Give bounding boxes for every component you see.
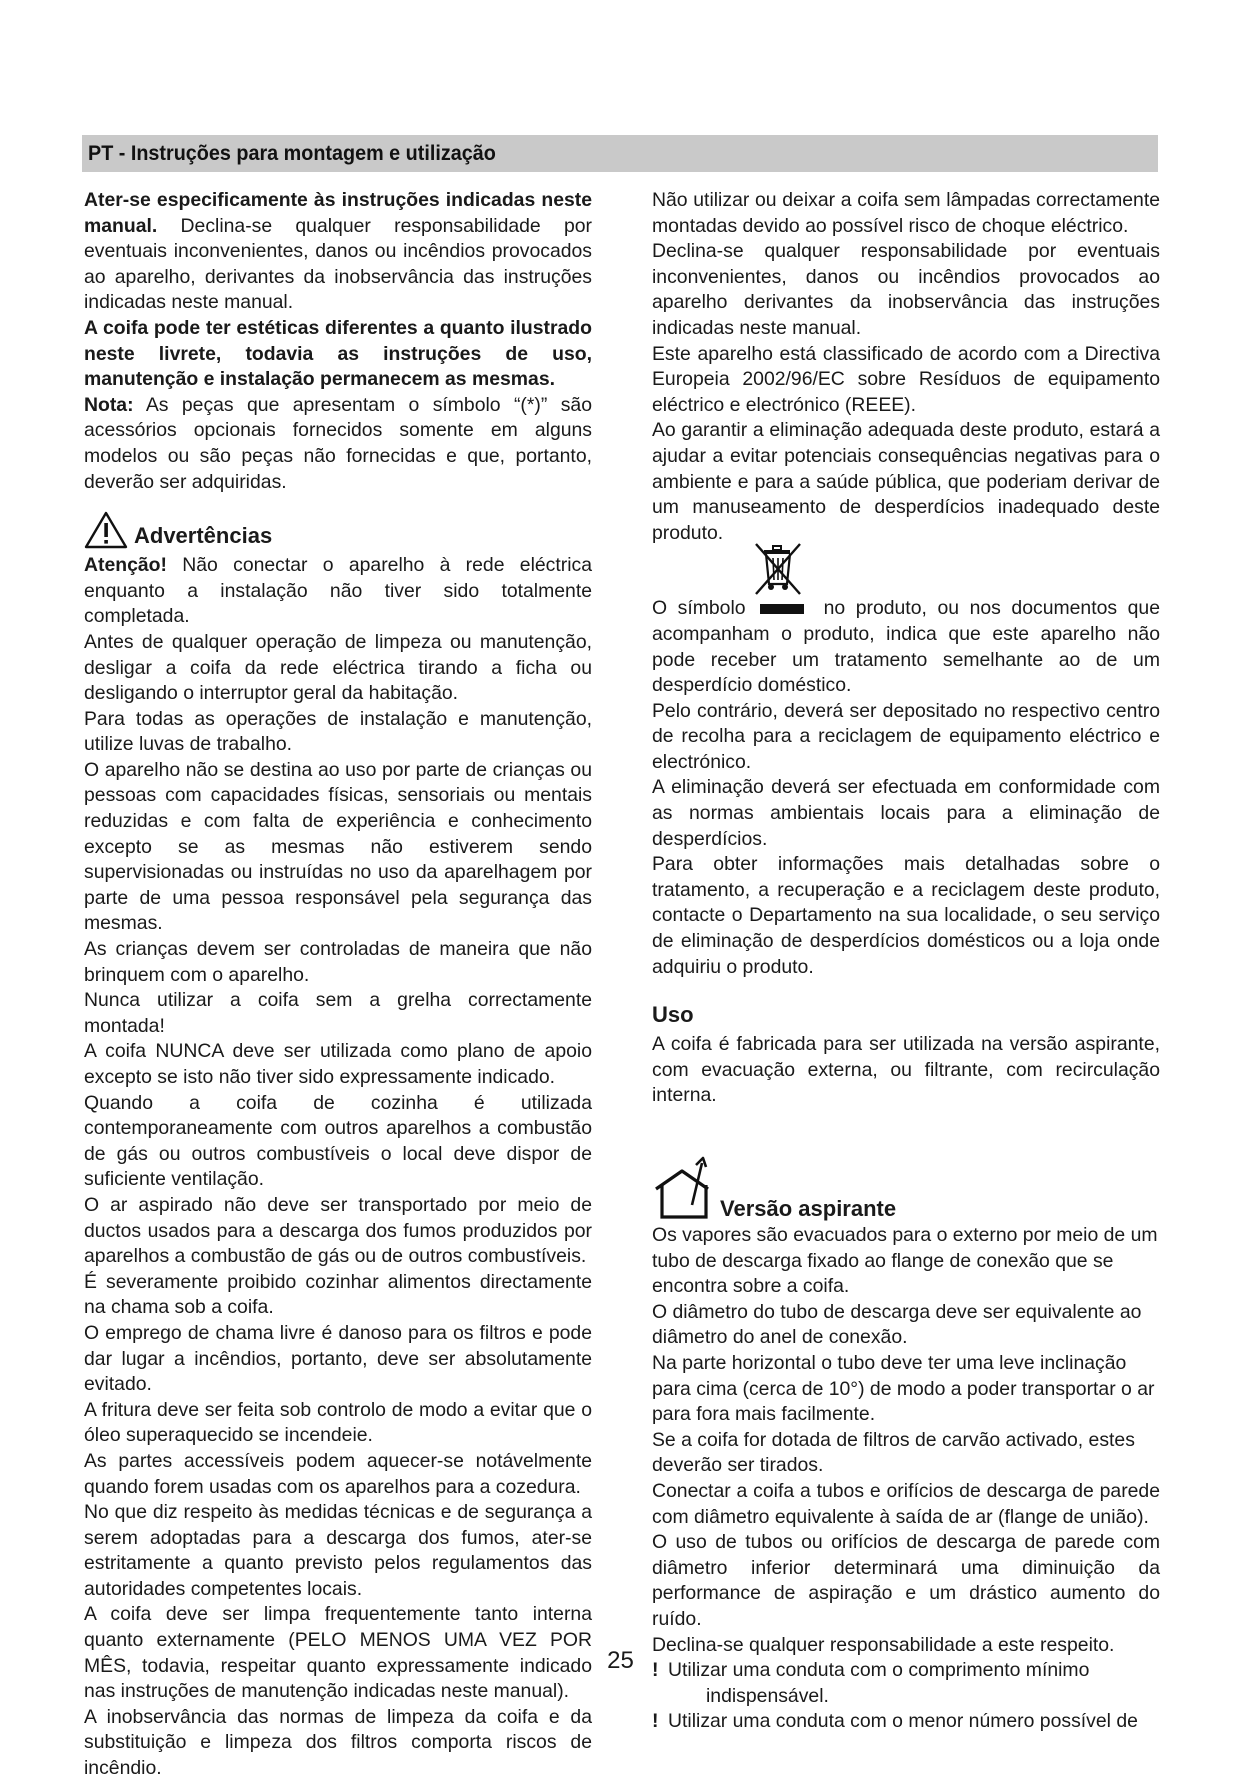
uso-title: Uso xyxy=(652,1002,694,1028)
warning-paragraph: Quando a coifa de cozinha é utilizada contemporaneamente com outros aparelhos a combustão de gás ou outros combustíveis o local deve dispor de suficiente ventilação. xyxy=(84,1091,592,1191)
symbol-prefix: O símbolo xyxy=(652,597,746,620)
info-paragraph: Ao garantir a eliminação adequada deste produto, estará a ajudar a evitar potenciais consequências negativas para o ambiente e para a saúde pública, que poderiam derivar de um manuseamento de desperdícios inadequado deste produto. xyxy=(652,419,1160,544)
attention-label: Atenção! xyxy=(84,554,167,577)
warning-paragraph: Para todas as operações de instalação e manutenção, utilize luvas de trabalho. xyxy=(84,707,592,756)
symbol-paragraph xyxy=(652,550,1160,698)
warning-paragraph: O ar aspirado não deve ser transportado por meio de ductos usados para a descarga dos fumos produzidos por aparelhos a combustão de gás ou de outros combustíveis. xyxy=(84,1193,592,1268)
aspirante-paragraph: Conectar a coifa a tubos e orifícios de descarga de parede com diâmetro equivalente à saída de ar (flange de união). xyxy=(652,1479,1160,1528)
page-title: PT - Instruções para montagem e utilização xyxy=(88,141,496,165)
info-paragraph: Este aparelho está classificado de acordo com a Directiva Europeia 2002/96/EC sobre Resíduos de equipamento eléctrico e electrónico (REEE). xyxy=(652,342,1160,416)
warning-paragraph: O aparelho não se destina ao uso por parte de crianças ou pessoas com capacidades físicas, sensoriais ou mentais reduzidas e com falta de experiência e conhecimento excepto se as mesmas não estiverem sendo supervisionadas ou instruídas no uso da aparelhagem por parte de uma pessoa responsável pela segurança das mesmas. xyxy=(84,758,592,935)
warning-paragraph: No que diz respeito às medidas técnicas e de segurança a serem adoptadas para a descarga dos fumos, ater-se estritamente a quanto previsto pelos regulamentos das autoridades competentes locais. xyxy=(84,1501,592,1600)
warning-paragraph: É severamente proibido cozinhar alimentos directamente na chama sob a coifa. xyxy=(84,1270,592,1319)
weee-paragraph: Pelo contrário, deverá ser depositado no respectivo centro de recolha para a reciclagem de equipamento eléctrico e electrónico. xyxy=(652,699,1160,773)
exclamation-bullet-icon: ! xyxy=(652,1710,659,1733)
bullet-text: Utilizar uma conduta com o comprimento mínimo xyxy=(668,1659,1090,1682)
warnings-title: Advertências xyxy=(134,523,273,549)
aspirante-heading xyxy=(652,1155,1160,1221)
weee-paragraph: A eliminação deverá ser efectuada em conformidade com as normas ambientais locais para a eliminação de desperdícios. xyxy=(652,776,1160,850)
warning-paragraph: O emprego de chama livre é danoso para os filtros e pode dar lugar a incêndios, portanto, deve ser absolutamente evitado. xyxy=(84,1321,592,1396)
bullet-item xyxy=(652,1709,1160,1735)
left-column xyxy=(84,188,592,1782)
symbol-suffix: no produto, ou nos documentos que acompanham o produto, indica que este aparelho não pode receber um tratamento semelhante ao de um desperdício doméstico. xyxy=(652,597,1160,697)
warning-triangle-icon xyxy=(84,511,128,549)
aspirante-paragraph: Se a coifa for dotada de filtros de carvão activado, estes deverão ser tirados. xyxy=(652,1428,1135,1477)
aspirante-paragraph: Os vapores são evacuados para o externo por meio de um tubo de descarga fixado ao flange de conexão que se encontra sobre a coifa. xyxy=(652,1224,1158,1298)
section-header-bar xyxy=(82,135,1158,172)
intro-paragraph xyxy=(84,188,592,316)
exclamation-bullet-icon: ! xyxy=(652,1659,659,1682)
right-column xyxy=(652,188,1160,1735)
intro-text: Declina-se qualquer responsabilidade por eventuais inconvenientes, danos ou incêndios provocados ao aparelho, derivantes da inobservância das instruções indicadas neste manual. xyxy=(84,214,592,314)
aspirante-paragraph: O uso de tubos ou orifícios de descarga de parede com diâmetro inferior determinará uma diminuição da performance de aspiração e um drástico aumento do ruído. xyxy=(652,1531,1160,1630)
aspirante-title: Versão aspirante xyxy=(720,1196,897,1221)
warnings-heading xyxy=(84,511,592,549)
warning-paragraph: Antes de qualquer operação de limpeza ou manutenção, desligar a coifa da rede eléctrica tirando a ficha ou desligando o interruptor geral da habitação. xyxy=(84,630,592,705)
warning-paragraph: A fritura deve ser feita sob controlo de modo a evitar que o óleo superaquecido se incendeie. xyxy=(84,1398,592,1447)
aspirante-paragraph: O diâmetro do tubo de descarga deve ser equivalente ao diâmetro do anel de conexão. xyxy=(652,1300,1142,1349)
warning-paragraph: A coifa deve ser limpa frequentemente tanto interna quanto externamente (PELO MENOS UMA VEZ POR MÊS, todavia, respeitar quanto expressamente indicado nas instruções de manutenção indicadas neste manual). xyxy=(84,1603,592,1703)
weee-symbol-block xyxy=(652,550,1160,698)
page-number: 25 xyxy=(607,1647,634,1674)
attention-paragraph xyxy=(84,553,592,630)
note-paragraph xyxy=(84,393,592,495)
bullet-text: Utilizar uma conduta com o menor número possível de xyxy=(668,1710,1138,1733)
attention-text: Não conectar o aparelho à rede eléctrica enquanto a instalação não tiver sido totalmente completada. xyxy=(84,554,592,628)
note-label: Nota: xyxy=(84,393,134,416)
bullet-text: indispensável. xyxy=(706,1684,829,1707)
intro-bold: Ater-se especificamente às instruções indicadas neste manual. xyxy=(84,189,592,237)
ducted-hood-icon xyxy=(652,1155,716,1221)
warning-paragraph: As crianças devem ser controladas de maneira que não brinquem com o aparelho. xyxy=(84,938,592,986)
warning-paragraph: A coifa NUNCA deve ser utilizada como plano de apoio excepto se isto não tiver sido expressamente indicado. xyxy=(84,1040,592,1088)
bin-bar-icon xyxy=(760,604,804,614)
crossed-bin-icon xyxy=(752,540,804,598)
warning-paragraph: As partes accessíveis podem aquecer-se notávelmente quando forem usadas com os aparelhos para a cozedura. xyxy=(84,1449,592,1498)
aspirante-paragraph: Na parte horizontal o tubo deve ter uma leve inclinação para cima (cerca de 10°) de modo a poder transportar o ar para fora mais facilmente. xyxy=(652,1351,1155,1426)
uso-paragraph: A coifa é fabricada para ser utilizada na versão aspirante, com evacuação externa, ou filtrante, com recirculação interna. xyxy=(652,1033,1160,1107)
warning-paragraph: Nunca utilizar a coifa sem a grelha correctamente montada! xyxy=(84,989,592,1037)
aesthetics-note: A coifa pode ter estéticas diferentes a quanto ilustrado neste livrete, todavia as instruções de uso, manutenção e instalação permanecem as mesmas. xyxy=(84,316,592,391)
info-paragraph: Declina-se qualquer responsabilidade por eventuais inconvenientes, danos ou incêndios provocados ao aparelho derivantes da inobservância das instruções indicadas neste manual. xyxy=(652,240,1160,339)
weee-paragraph: Para obter informações mais detalhadas sobre o tratamento, a recuperação e a reciclagem deste produto, contacte o Departamento na sua localidade, o seu serviço de eliminação de desperdícios domésticos ou a loja onde adquiriu o produto. xyxy=(652,853,1160,978)
note-text: As peças que apresentam o símbolo “(*)” são acessórios opcionais fornecidos somente em alguns modelos ou são peças não fornecidas e que, portanto, deverão ser adquiridas. xyxy=(84,393,592,493)
decline-paragraph: Declina-se qualquer responsabilidade a este respeito. xyxy=(652,1633,1115,1656)
warning-paragraph: A inobservância das normas de limpeza da coifa e da substituição e limpeza dos filtros comporta riscos de incêndio. xyxy=(84,1705,592,1780)
info-paragraph: Não utilizar ou deixar a coifa sem lâmpadas correctamente montadas devido ao possível risco de choque eléctrico. xyxy=(652,189,1160,237)
